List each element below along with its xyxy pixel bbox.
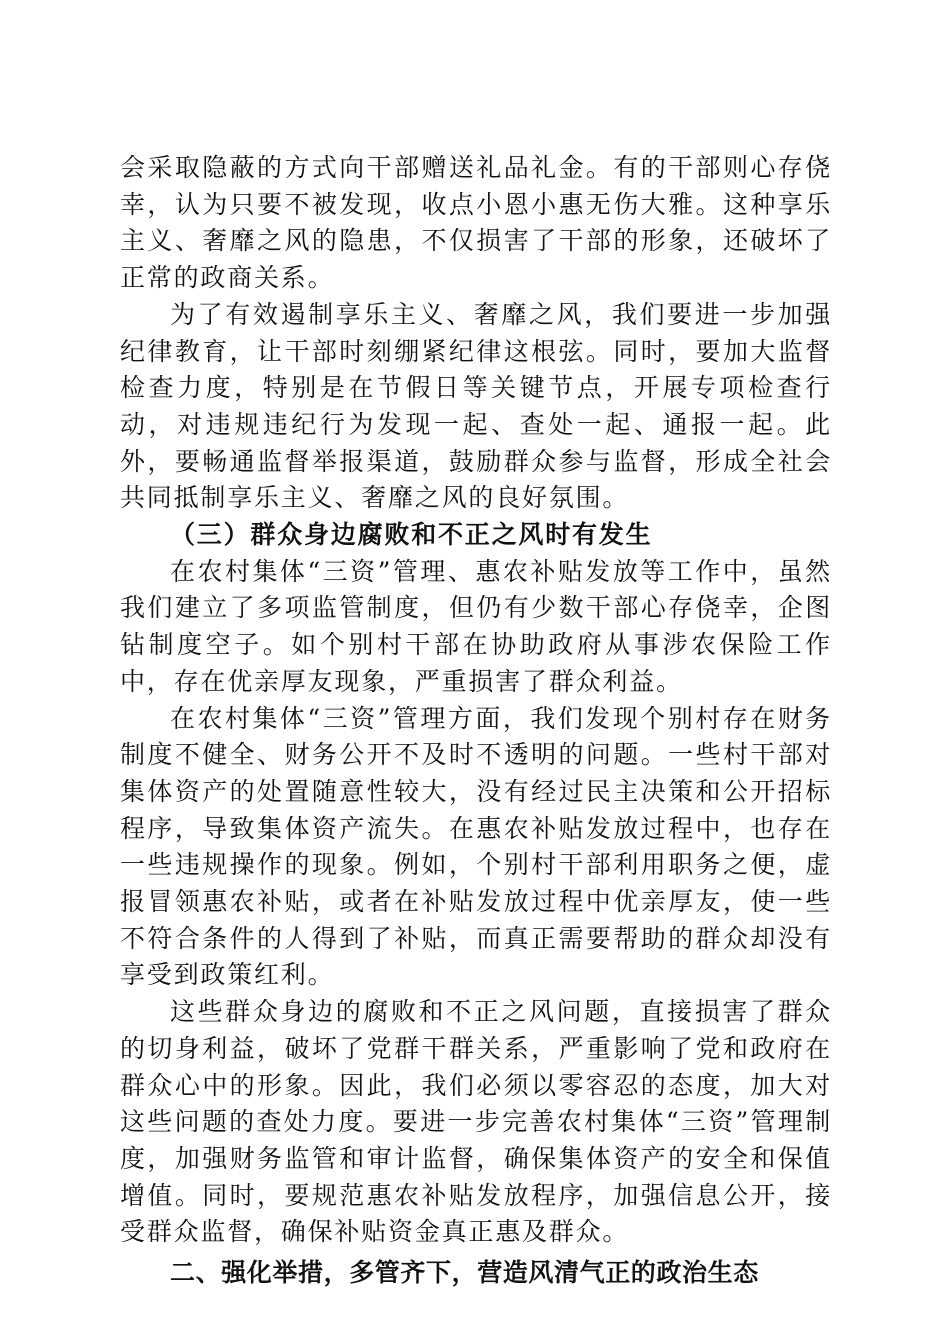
paragraph-rural-assets-issues: 在农村集体“三资”管理方面，我们发现个别村存在财务制度不健全、财务公开不及时不透明的问题。一些村干部对集体资产的处置随意性较大，没有经过民主决策和公开招标程序，导致集体资产流失。在惠农补贴发放过程中，也存在一些违规操作的现象。例如，个别村干部利用职务之便，虚报冒领惠农补贴，或者在补贴发放过程中优亲厚友，使一些不符合条件的人得到了补贴，而真正需要帮助的群众却没有享受到政策红利。	[120, 703, 832, 990]
paragraph-continuation: 会采取隐蔽的方式向干部赠送礼品礼金。有的干部则心存侥幸，认为只要不被发现，收点小恩小惠无伤大雅。这种享乐主义、奢靡之风的隐患，不仅损害了干部的形象，还破坏了正常的政商关系。	[120, 153, 832, 293]
paragraph-rural-assets-supervision: 在农村集体“三资”管理、惠农补贴发放等工作中，虽然我们建立了多项监管制度，但仍有少数干部心存侥幸，企图钻制度空子。如个别村干部在协助政府从事涉农保险工作中，存在优亲厚友现象，严重损害了群众利益。	[120, 556, 832, 696]
section-title-two: 二、强化举措，多管齐下，营造风清气正的政治生态	[170, 1258, 759, 1288]
paragraph-discipline-education: 为了有效遏制享乐主义、奢靡之风，我们要进一步加强纪律教育，让干部时刻绷紧纪律这根弦。同时，要加大监督检查力度，特别是在节假日等关键节点，开展专项检查行动，对违规违纪行为发现一起、查处一起、通报一起。此外，要畅通监督举报渠道，鼓励群众参与监督，形成全社会共同抵制享乐主义、奢靡之风的良好氛围。	[120, 299, 832, 513]
document-body	[120, 150, 832, 1292]
paragraph-zero-tolerance: 这些群众身边的腐败和不正之风问题，直接损害了群众的切身利益，破坏了党群干群关系，严重影响了党和政府在群众心中的形象。因此，我们必须以零容忍的态度，加大对这些问题的查处力度。要进一步完善农村集体“三资”管理制度，加强财务监管和审计监督，确保集体资产的安全和保值增值。同时，要规范惠农补贴发放程序，加强信息公开，接受群众监督，确保补贴资金真正惠及群众。	[120, 997, 832, 1247]
subheading-grassroots-corruption: （三）群众身边腐败和不正之风时有发生	[170, 520, 653, 550]
